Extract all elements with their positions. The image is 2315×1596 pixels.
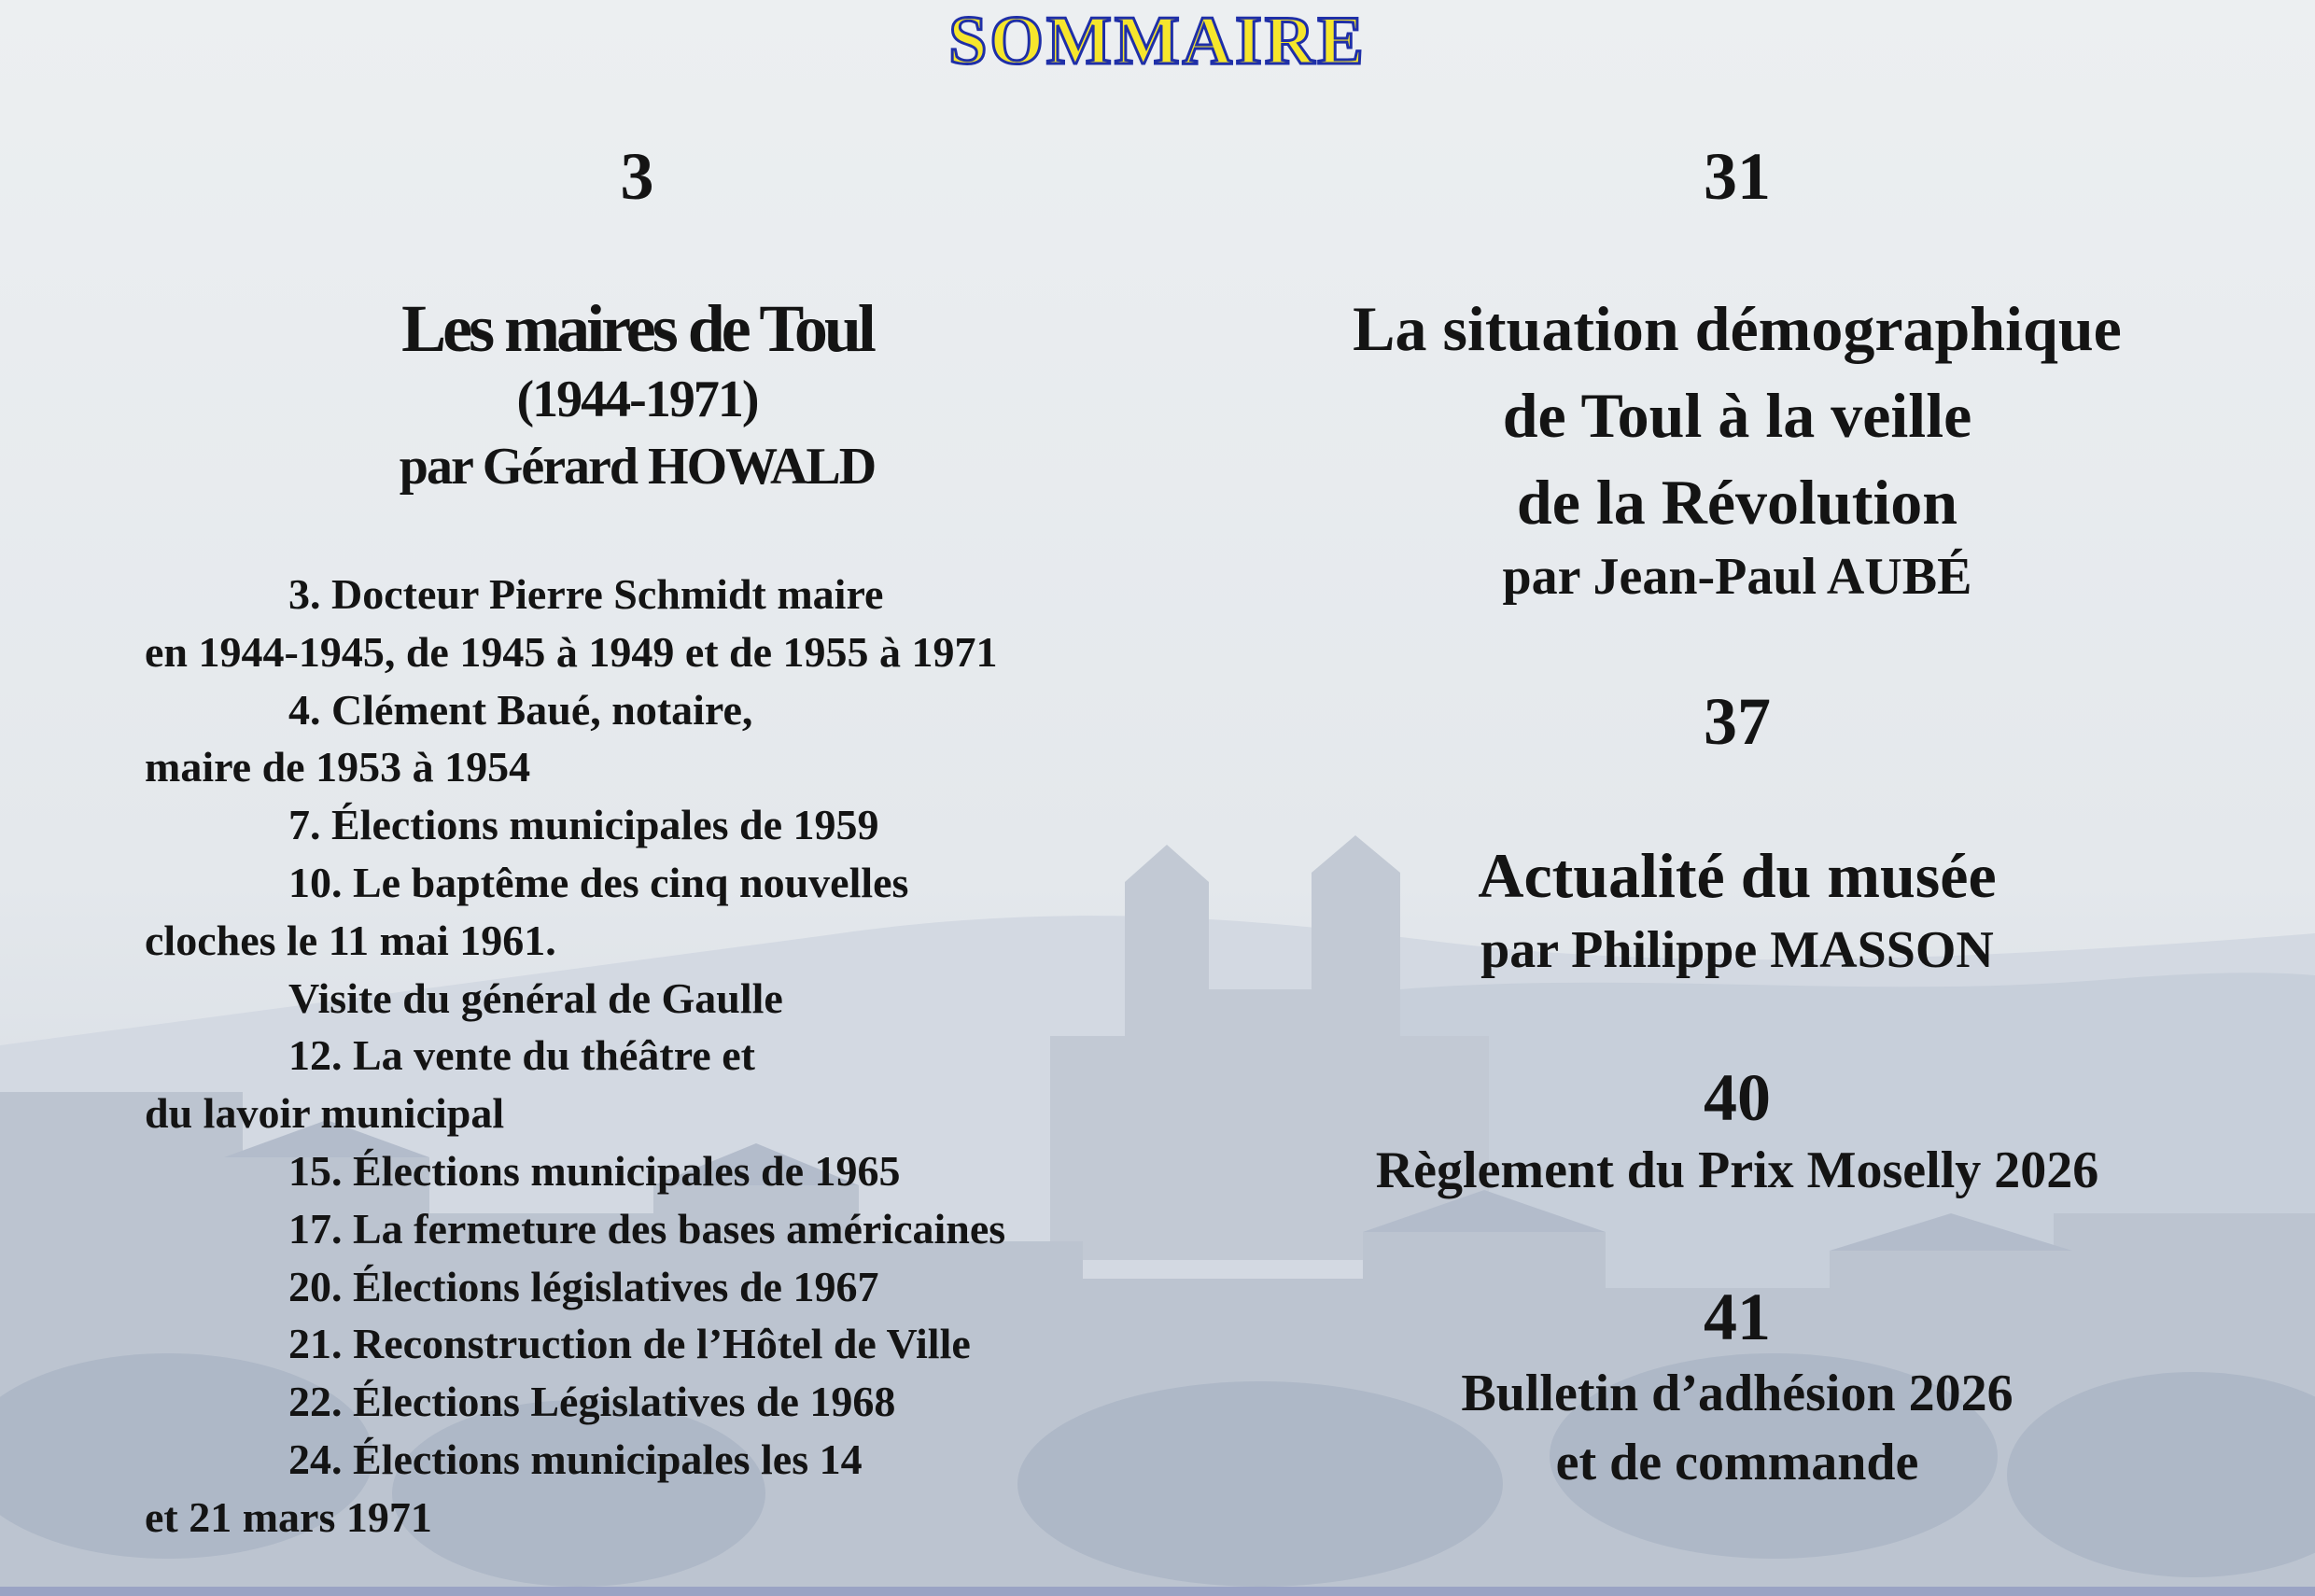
toc-line: maire de 1953 à 1954 [145,743,531,791]
article-page-number: 40 [1704,1060,1771,1135]
toc-line: et 21 mars 1971 [145,1492,432,1541]
toc-line: en 1944-1945, de 1945 à 1949 et de 1955 à 1971 [145,627,998,676]
toc-line: cloches le 11 mai 1961. [145,916,556,964]
toc-line: Visite du général de Gaulle [288,973,783,1022]
left-article-page-number: 3 [620,139,654,214]
article-title [1271,833,2203,919]
toc-line: 21. Reconstruction de l’Hôtel de Ville [288,1320,971,1368]
toc-line: 3. Docteur Pierre Schmidt maire [288,570,884,618]
toc-line: 10. Le baptême des cinq nouvelles [288,858,909,906]
table-of-contents [145,566,1162,1547]
toc-line: 4. Clément Baué, notaire, [288,685,753,734]
toc-line: 7. Élections municipales de 1959 [288,801,879,849]
toc-line: du lavoir municipal [145,1089,505,1138]
toc-line: 15. Élections municipales de 1965 [288,1146,901,1195]
right-column [1271,0,2203,1596]
toc-line: 24. Élections municipales les 14 [288,1435,863,1483]
toc-line: 22. Élections Législatives de 1968 [288,1378,896,1426]
article-author: par Jean-Paul AUBÉ [1502,548,1972,606]
toc-line: 12. La vente du théâtre et [288,1031,755,1080]
left-article-author: par Gérard HOWALD [399,438,876,496]
article-page-number: 37 [1704,684,1771,759]
toc-line: 17. La fermeture des bases américaines [288,1204,1006,1253]
article-subtitle [1271,1136,2203,1205]
article-title [1271,286,2203,546]
article-subtitle [1271,1359,2203,1497]
article-title-line: Actualité du musée [1478,840,1997,911]
left-article-heading [0,291,1274,500]
left-article-dates: (1944-1971) [516,371,758,428]
article-page-number: 41 [1704,1280,1771,1354]
page-title: SOMMAIRE [948,3,1367,79]
article-title-line: de la Révolution [1516,467,1958,538]
left-article-title: Les maires de Toul [401,291,873,366]
article-author: par Philippe MASSON [1480,921,1994,979]
article-subtitle-line: et de commande [1555,1434,1919,1491]
article-subtitle-line: Règlement du Prix Moselly 2026 [1375,1141,2099,1199]
article-title-line: de Toul à la veille [1502,380,1972,451]
article-subtitle-line: Bulletin d’adhésion 2026 [1461,1365,2013,1422]
article-page-number: 31 [1704,139,1771,214]
toc-line: 20. Élections législatives de 1967 [288,1262,879,1310]
article-title-line: La situation démographique [1353,293,2122,364]
